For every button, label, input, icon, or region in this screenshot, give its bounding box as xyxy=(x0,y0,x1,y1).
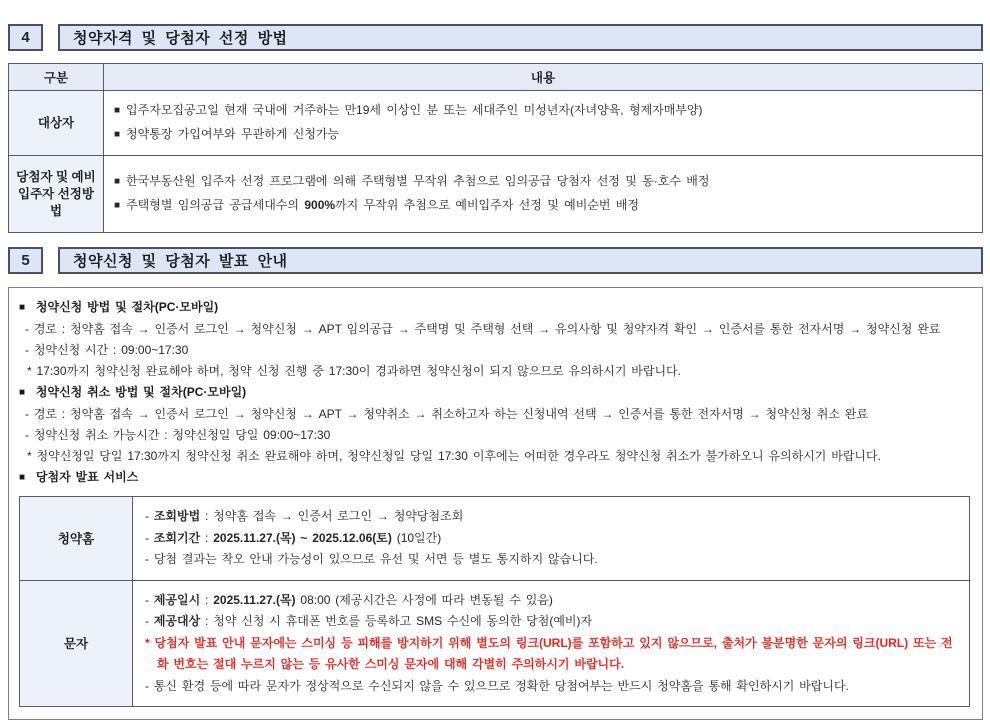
row-content-sms xyxy=(133,580,970,707)
square-bullet-icon: ■ xyxy=(114,176,121,187)
heading-text: 청약신청 방법 및 절차(PC·모바일) xyxy=(35,300,219,314)
table-row-sms xyxy=(20,580,970,707)
row-content-target xyxy=(104,91,983,156)
apply-time-line: - 청약신청 시간 : 09:00~17:30 xyxy=(25,343,189,357)
section-5-title: 청약신청 및 당첨자 발표 안내 xyxy=(58,247,983,274)
apply-method-heading xyxy=(19,297,970,319)
bullet-text: 주택형별 임의공급 공급세대수의 900%까지 무작위 추첨으로 예비입주자 선정 및 예비순번 배정 xyxy=(126,198,640,212)
announce-service-heading xyxy=(19,467,970,489)
square-bullet-icon: ■ xyxy=(19,387,26,398)
announcement-table xyxy=(19,496,970,707)
row-label-sms: 문자 xyxy=(20,580,133,707)
bullet-item xyxy=(114,123,972,147)
bullet-text: 청약통장 가입여부와 무관하게 신청가능 xyxy=(126,127,340,141)
table-row-cheongyakhome xyxy=(20,497,970,581)
cancel-time-line: - 청약신청 취소 가능시간 : 청약신청일 당일 09:00~17:30 xyxy=(25,428,331,442)
row-label-cheongyakhome: 청약홈 xyxy=(20,497,133,581)
eligibility-table xyxy=(8,63,983,233)
square-bullet-icon: ■ xyxy=(19,472,26,483)
column-header-category: 구분 xyxy=(9,64,104,91)
heading-text: 당첨자 발표 서비스 xyxy=(35,470,139,484)
square-bullet-icon: ■ xyxy=(114,200,121,211)
smishing-warning-line: * 당첨자 발표 안내 문자에는 스미싱 등 피해를 방지하기 위해 별도의 링크(URL)를 포함하고 있지 않으므로, 출처가 불분명한 문자의 링크(URL) 또는 전화 번호는 절대 누르지 않는 등 유사한 스미싱 문자에 대해 각별히 주의하시기 바랍니다. xyxy=(145,635,953,671)
cancel-method-heading xyxy=(19,382,970,404)
detail-line: - 제공대상 : 청약 신청 시 휴대폰 번호를 등록하고 SMS 수신에 동의한 당첨(예비)자 xyxy=(145,614,593,628)
detail-line: - 조회방법 : 청약홈 접속 → 인증서 로그인 → 청약당첨조회 xyxy=(145,509,464,523)
bullet-text: 한국부동산원 입주자 선정 프로그램에 의해 주택형별 무작위 추첨으로 임의공급 당첨자 선정 및 동·호수 배정 xyxy=(126,174,710,188)
detail-line: - 통신 환경 등에 따라 문자가 정상적으로 수신되지 않을 수 있으므로 정확한 당첨여부는 반드시 청약홈을 통해 확인하시기 바랍니다. xyxy=(145,678,849,693)
section-4-number-badge: 4 xyxy=(8,24,43,51)
square-bullet-icon: ■ xyxy=(114,129,121,140)
row-content-selection-method xyxy=(104,156,983,233)
section-4-title: 청약자격 및 당첨자 선정 방법 xyxy=(58,24,983,51)
section-4-header xyxy=(8,24,983,51)
detail-line: - 제공일시 : 2025.11.27.(목) 08:00 (제공시간은 사정에 따라 변동될 수 있음) xyxy=(145,592,553,607)
section-5-header xyxy=(8,247,983,274)
bullet-item xyxy=(114,99,972,123)
square-bullet-icon: ■ xyxy=(114,105,121,116)
row-content-cheongyakhome xyxy=(133,497,970,581)
heading-text: 청약신청 취소 방법 및 절차(PC·모바일) xyxy=(35,385,247,399)
bullet-item xyxy=(114,194,972,218)
table-row-selection-method xyxy=(9,156,983,233)
apply-note-line: * 17:30까지 청약신청 완료해야 하며, 청약 신청 진행 중 17:30이 경과하면 청약신청이 되지 않으므로 유의하시기 바랍니다. xyxy=(27,364,681,378)
square-bullet-icon: ■ xyxy=(19,302,26,313)
cancel-note-line: * 청약신청일 당일 17:30까지 청약신청 취소 완료해야 하며, 청약신청일 당일 17:30 이후에는 어떠한 경우라도 청약신청 취소가 불가하오니 유의하시기 바랍니다. xyxy=(27,449,881,463)
column-header-content: 내용 xyxy=(104,64,983,91)
apply-path-line: - 경로 : 청약홈 접속 → 인증서 로그인 → 청약신청 → APT 임의공급 → 주택명 및 주택형 선택 → 유의사항 및 청약자격 확인 → 인증서를 통한 전자서명 → 청약신청 완료 xyxy=(25,322,941,336)
bullet-item xyxy=(114,170,972,194)
table-header-row xyxy=(9,64,983,91)
bullet-text: 입주자모집공고일 현재 국내에 거주하는 만19세 이상인 분 또는 세대주인 미성년자(자녀양육, 형제자매부양) xyxy=(126,103,703,117)
row-label-selection-method: 당첨자 및 예비입주자 선정방법 xyxy=(9,156,104,233)
cancel-path-line: - 경로 : 청약홈 접속 → 인증서 로그인 → 청약신청 → APT → 청약취소 → 취소하고자 하는 신청내역 선택 → 인증서를 통한 전자서명 → 청약신청 취소 완료 xyxy=(25,407,868,421)
row-label-target: 대상자 xyxy=(9,91,104,156)
section-5-number-badge: 5 xyxy=(8,247,43,274)
application-notice-box xyxy=(8,287,983,720)
detail-line: - 당첨 결과는 착오 안내 가능성이 있으므로 유선 및 서면 등 별도 통지하지 않습니다. xyxy=(145,552,598,566)
detail-line: - 조회기간 : 2025.11.27.(목) ~ 2025.12.06(토) (10일간) xyxy=(145,530,442,545)
table-row-target xyxy=(9,91,983,156)
